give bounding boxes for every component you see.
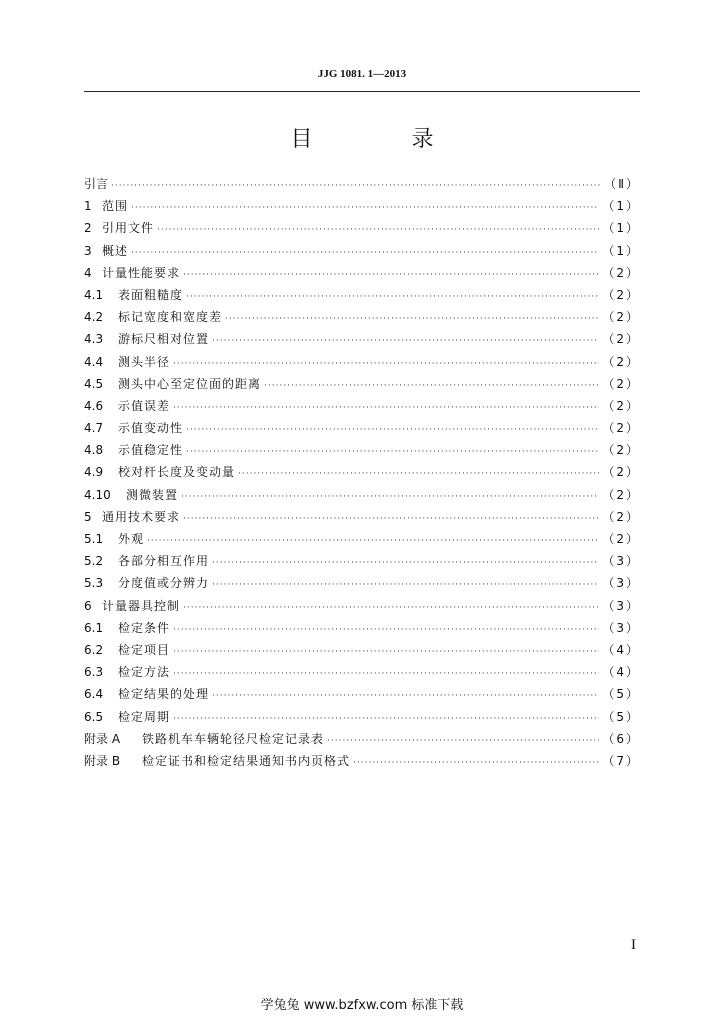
toc-entry-page: （6） [602,731,640,746]
toc-entry-title: 检定方法 [118,665,171,680]
watermark: 学兔兔 www.bzfxw.com 标准下载 [260,998,464,1013]
toc-entry[interactable] [84,397,640,419]
toc-entry-number: 6.1 [84,620,104,635]
toc-entry-title: 概述 [102,243,129,258]
toc-entry-title: 检定条件 [118,620,171,635]
header-rule [84,91,640,92]
toc-entry[interactable] [84,752,640,774]
toc-dot-leader [186,447,599,457]
toc-entry[interactable] [84,574,640,596]
toc-dot-leader [327,736,599,746]
toc-entry-page: （2） [602,421,640,436]
toc-entry-number: 4.9 [84,465,104,480]
toc-entry[interactable] [84,708,640,730]
toc-entry-page: （2） [602,398,640,413]
toc-dot-leader [131,203,599,213]
toc-entry[interactable] [84,685,640,707]
page-folio: I [631,937,636,953]
toc-dot-leader [131,248,599,258]
toc-entry[interactable] [84,264,640,286]
toc-entry-title: 检定结果的处理 [118,687,210,702]
toc-entry-title: 检定证书和检定结果通知书内页格式 [142,753,351,768]
toc-entry-page: （2） [602,332,640,347]
toc-dot-leader [212,336,599,346]
toc-entry-page: （1） [602,199,640,214]
toc-entry-number: 5.2 [84,554,104,569]
toc-entry[interactable] [84,175,640,197]
toc-entry-number: 附录 B [84,753,121,768]
toc-entry-number: 6.5 [84,709,104,724]
toc-entry-title: 外观 [118,532,145,546]
toc-entry-title: 引用文件 [102,221,155,236]
toc-entry-number: 2 [84,221,92,236]
toc-entry-page: （1） [602,243,640,258]
toc-entry-number: 4.10 [84,487,111,502]
toc-dot-leader [212,691,599,701]
toc-entry-page: （2） [602,376,640,391]
toc-entry-page: （3） [602,620,640,635]
toc-entry-title: 检定项目 [118,642,171,657]
toc-entry-number: 6.3 [84,665,104,680]
toc-dot-leader [173,647,599,657]
toc-entry[interactable] [84,375,640,397]
toc-entry-number: 3 [84,243,92,258]
toc-entry[interactable] [84,663,640,685]
toc-entry[interactable] [84,353,640,375]
toc-dot-leader [157,225,599,235]
toc-entry[interactable] [84,242,640,264]
toc-dot-leader [186,425,599,435]
toc-dot-leader [173,403,599,413]
toc-dot-leader [212,580,599,590]
toc-entry-page: （1） [602,221,640,236]
toc-entry-page: （2） [602,287,640,302]
toc-entry-number: 4.2 [84,310,104,325]
toc-entry-number: 5 [84,509,92,524]
toc-entry-number: 4.4 [84,354,104,369]
toc-entry-title: 范围 [102,199,129,214]
toc-entry-title: 检定周期 [118,709,171,724]
toc-entry-number: 5.1 [84,532,104,546]
toc-entry-title: 各部分相互作用 [118,554,210,569]
toc-entry-number: 4.1 [84,287,104,302]
toc-entry[interactable] [84,441,640,463]
toc-dot-leader [173,714,599,724]
toc-entry[interactable] [84,619,640,641]
toc-dot-leader [181,492,599,502]
toc-entry-page: （4） [602,665,640,680]
toc-entry-page: （3） [602,576,640,591]
toc-entry[interactable] [84,197,640,219]
toc-entry[interactable] [84,597,640,619]
toc-entry-page: （2） [602,310,640,325]
toc-dot-leader [173,625,599,635]
toc-entry-title: 计量器具控制 [102,598,181,613]
toc-entry-number: 5.3 [84,576,104,591]
toc-entry-page: （2） [602,509,640,524]
toc-dot-leader [183,603,599,613]
toc-entry-title: 表面粗糙度 [118,287,184,302]
toc-entry[interactable] [84,219,640,241]
toc-dot-leader [147,536,599,546]
toc-entry-page: （2） [602,487,640,502]
toc-entry[interactable] [84,508,640,530]
toc-entry[interactable] [84,463,640,485]
toc-dot-leader [186,292,599,302]
toc-entry-page: （Ⅱ） [604,177,640,191]
toc-title: 目 录 [290,127,480,152]
toc-dot-leader [238,469,599,479]
toc-entry-page: （5） [602,709,640,724]
toc-dot-leader [264,381,599,391]
toc-entry-number: 6.2 [84,642,104,657]
toc-entry-title: 分度值或分辨力 [118,576,210,591]
toc-entry-page: （3） [602,554,640,569]
toc-entry-number: 引言 [84,177,109,191]
document-code-header: JJG 1081. 1—2013 [317,68,407,80]
toc-entry-number: 6.4 [84,687,104,702]
toc-entry-page: （2） [602,443,640,458]
toc-entry-title: 标记宽度和宽度差 [118,310,223,325]
toc-entry-title: 测头半径 [118,354,171,369]
toc-entry-page: （7） [602,753,640,768]
toc-entry-number: 4.5 [84,376,104,391]
toc-entry-title: 示值变动性 [118,421,184,436]
toc-entry-title: 测微装置 [126,487,179,502]
toc-entry-number: 附录 A [84,731,121,746]
toc-entry-number: 1 [84,199,92,214]
toc-entry-number: 4.3 [84,332,104,347]
toc-entry[interactable] [84,552,640,574]
toc-dot-leader [173,359,599,369]
toc-entry-title: 游标尺相对位置 [118,332,210,347]
toc-entry-page: （5） [602,687,640,702]
toc-entry-page: （2） [602,465,640,480]
toc-entry-title: 示值稳定性 [118,443,184,458]
toc-entry-title: 计量性能要求 [102,265,181,280]
toc-dot-leader [183,514,599,524]
toc-entry-number: 4.8 [84,443,104,458]
toc-dot-leader [212,558,599,568]
toc-entry-number: 4.7 [84,421,104,436]
toc-entry[interactable] [84,308,640,330]
toc-dot-leader [353,758,599,768]
toc-entry-number: 4 [84,265,92,280]
toc-entry[interactable] [84,730,640,752]
toc-dot-leader [183,270,599,280]
toc-dot-leader [173,669,599,679]
toc-entry[interactable] [84,486,640,508]
toc-dot-leader [225,314,599,324]
table-of-contents [84,175,640,774]
toc-entry-page: （2） [602,532,640,546]
toc-entry-number: 4.6 [84,398,104,413]
toc-entry-title: 示值误差 [118,398,171,413]
toc-entry-title: 校对杆长度及变动量 [118,465,236,480]
toc-entry-number: 6 [84,598,92,613]
toc-entry[interactable] [84,330,640,352]
toc-entry-title: 通用技术要求 [102,509,181,524]
toc-entry-title: 测头中心至定位面的距离 [118,376,262,391]
toc-dot-leader [111,181,601,191]
toc-entry-title: 铁路机车车辆轮径尺检定记录表 [142,731,325,746]
toc-entry-page: （2） [602,354,640,369]
toc-entry[interactable] [84,286,640,308]
toc-entry-page: （4） [602,642,640,657]
toc-entry-page: （3） [602,598,640,613]
toc-entry[interactable] [84,419,640,441]
toc-entry[interactable] [84,530,640,552]
toc-entry[interactable] [84,641,640,663]
toc-entry-page: （2） [602,265,640,280]
